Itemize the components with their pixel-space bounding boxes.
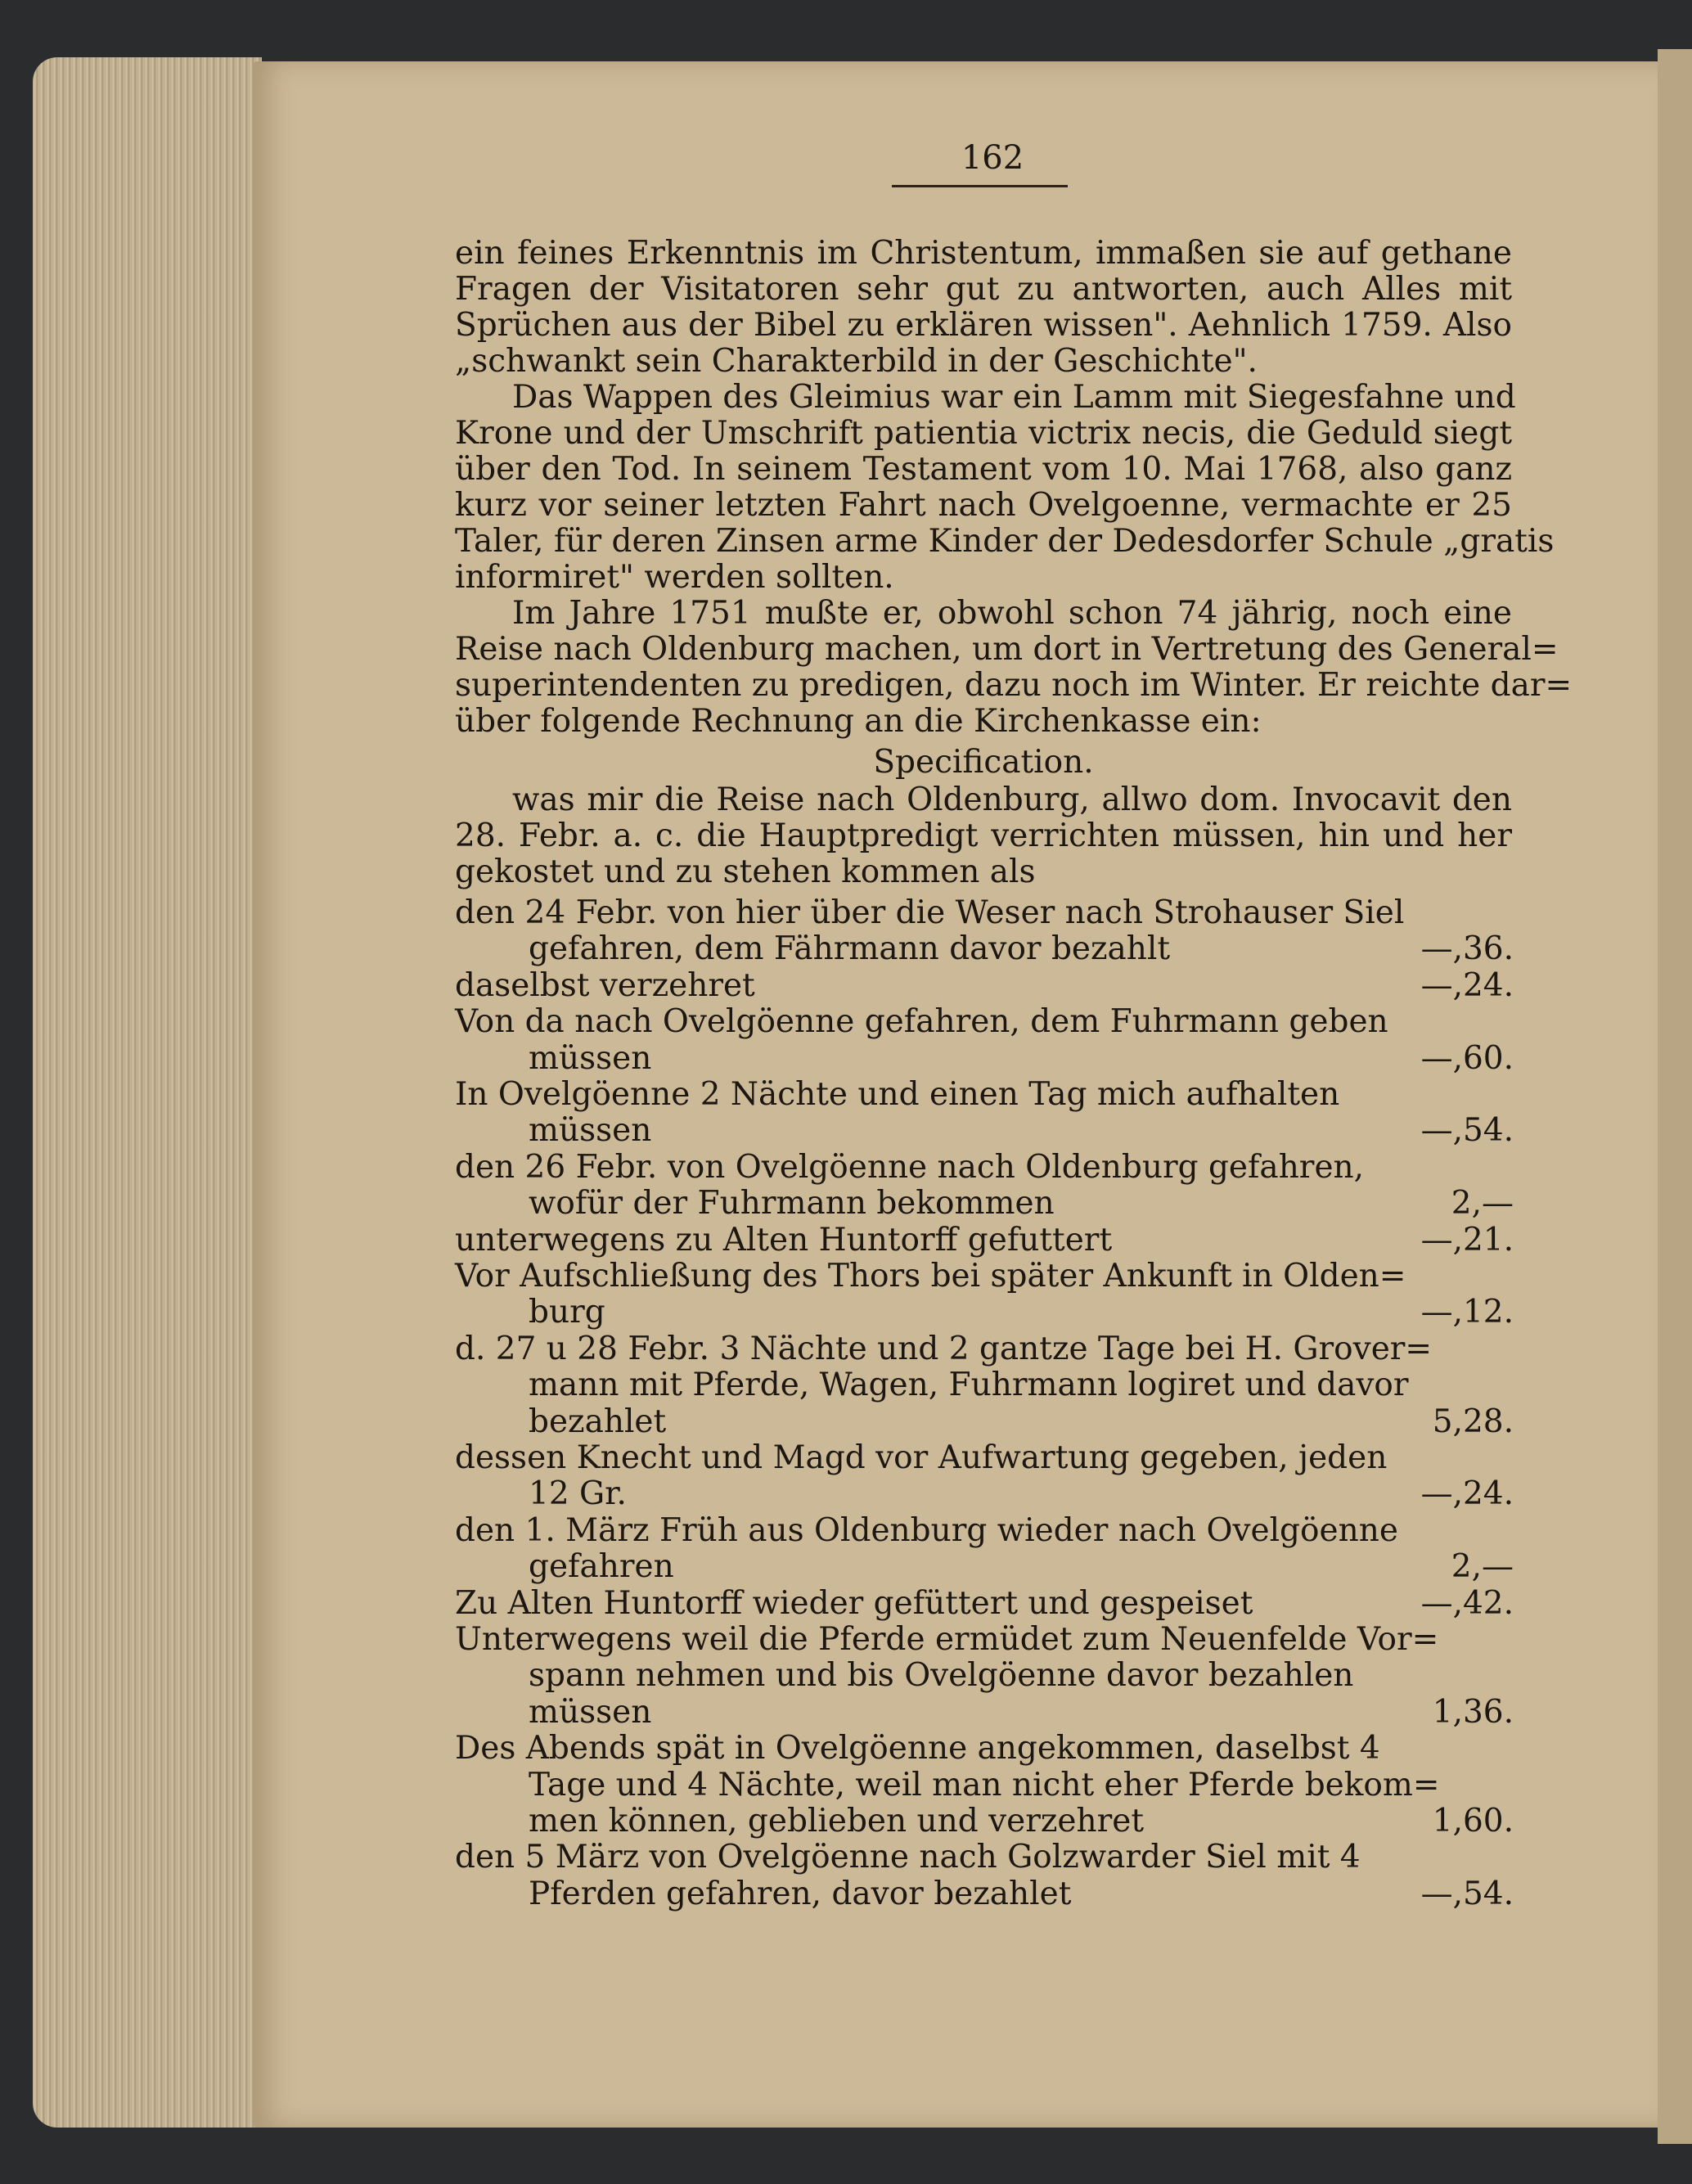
paragraph-line: „schwankt sein Charakterbild in der Geschichte". <box>455 343 1258 380</box>
paragraph-line: Das Wappen des Gleimius war ein Lamm mit Siegesfahne und <box>512 379 1516 416</box>
expense-amount: —,42. <box>1420 1584 1514 1622</box>
paragraph-line: über folgende Rechnung an die Kirchenkasse ein: <box>455 703 1262 740</box>
expense-entry-line: den 24 Febr. von hier über die Weser nach Strohauser Siel <box>455 894 1405 931</box>
expense-amount: —,60. <box>1420 1039 1514 1077</box>
paragraph-line: informiret" werden sollten. <box>455 559 894 596</box>
expense-entry-line: daselbst verzehret <box>455 966 755 1004</box>
expense-entry-line: Des Abends spät in Ovelgöenne angekommen, daselbst 4 <box>455 1730 1380 1767</box>
facing-page-edge <box>1658 49 1692 2144</box>
expense-entry-line: Unterwegens weil die Pferde ermüdet zum Neuenfelde Vor= <box>455 1621 1439 1658</box>
expense-amount: —,21. <box>1420 1221 1514 1259</box>
expense-entry-line: unterwegens zu Alten Huntorff gefuttert <box>455 1221 1113 1259</box>
paragraph-line: Reise nach Oldenburg machen, um dort in Vertretung des General= <box>455 631 1559 668</box>
expense-amount: —,54. <box>1420 1112 1514 1150</box>
header-rule <box>892 185 1068 187</box>
paragraph-line: über den Tod. In seinem Testament vom 10. Mai 1768, also ganz <box>455 451 1512 488</box>
paragraph-line: superintendenten zu predigen, dazu noch im Winter. Er reichte dar= <box>455 667 1573 704</box>
expense-amount: —,54. <box>1420 1875 1514 1912</box>
expense-entry-line: den 26 Febr. von Ovelgöenne nach Oldenburg gefahren, <box>455 1148 1365 1186</box>
expense-entry-line: mann mit Pferde, Wagen, Fuhrmann logiret und davor <box>529 1367 1409 1404</box>
expense-entry-line: gefahren, dem Fährmann davor bezahlt <box>529 930 1171 968</box>
paragraph-line: kurz vor seiner letzten Fahrt nach Ovelgoenne, vermachte er 25 <box>455 487 1512 524</box>
paragraph-line: Krone und der Umschrift patientia victrix necis, die Geduld siegt <box>455 415 1512 452</box>
expense-entry-line: müssen <box>529 1039 652 1077</box>
expense-entry-line: den 5 März von Ovelgöenne nach Golzwarder Siel mit 4 <box>455 1839 1361 1876</box>
expense-entry-line: müssen <box>529 1693 652 1731</box>
intro-line: 28. Febr. a. c. die Hauptpredigt verrichten müssen, hin und her <box>455 817 1512 854</box>
expense-amount: —,36. <box>1420 930 1514 968</box>
expense-entry-line: In Ovelgöenne 2 Nächte und einen Tag mich aufhalten <box>455 1076 1340 1113</box>
expense-entry-line: 12 Gr. <box>529 1475 627 1513</box>
expense-entry-line: gefahren <box>529 1548 674 1586</box>
book-page-edges <box>33 57 262 2128</box>
expense-entry-line: Von da nach Ovelgöenne gefahren, dem Fuhrmann geben <box>455 1003 1388 1041</box>
expense-amount: —,24. <box>1420 966 1514 1004</box>
paragraph-line: Sprüchen aus der Bibel zu erklären wissen". Aehnlich 1759. Also <box>455 307 1512 344</box>
expense-amount: 1,36. <box>1432 1693 1514 1731</box>
expense-amount: —,12. <box>1420 1294 1514 1331</box>
expense-entry-line: bezahlet <box>529 1403 667 1440</box>
expense-entry-line: d. 27 u 28 Febr. 3 Nächte und 2 gantze Tage bei H. Grover= <box>455 1330 1433 1367</box>
paragraph-line: Taler, für deren Zinsen arme Kinder der Dedesdorfer Schule „gratis <box>455 523 1555 560</box>
expense-entry-line: burg <box>529 1294 605 1331</box>
expense-entry-line: müssen <box>529 1112 652 1150</box>
paragraph-line: Im Jahre 1751 mußte er, obwohl schon 74 jährig, noch eine <box>512 595 1512 632</box>
intro-line: gekostet und zu stehen kommen als <box>455 853 1036 890</box>
expense-entry-line: spann nehmen und bis Ovelgöenne davor bezahlen <box>529 1657 1354 1695</box>
expense-amount: 5,28. <box>1432 1403 1514 1440</box>
expense-amount: —,24. <box>1420 1475 1514 1513</box>
paragraph-line: ein feines Erkenntnis im Christentum, immaßen sie auf gethane <box>455 235 1512 272</box>
specification-heading: Specification. <box>873 744 1094 781</box>
expense-entry-line: Pferden gefahren, davor bezahlet <box>529 1875 1072 1912</box>
expense-entry-line: men können, geblieben und verzehret <box>529 1803 1145 1840</box>
intro-line: was mir die Reise nach Oldenburg, allwo dom. Invocavit den <box>512 781 1512 818</box>
expense-entry-line: Tage und 4 Nächte, weil man nicht eher Pferde bekom= <box>529 1766 1440 1803</box>
expense-entry-line: Vor Aufschließung des Thors bei später Ankunft in Olden= <box>455 1258 1406 1295</box>
expense-entry-line: den 1. März Früh aus Oldenburg wieder nach Ovelgöenne <box>455 1511 1398 1549</box>
expense-entry-line: Zu Alten Huntorff wieder gefüttert und gespeiset <box>455 1584 1253 1622</box>
expense-amount: 1,60. <box>1432 1803 1514 1840</box>
expense-amount: 2,— <box>1451 1185 1514 1223</box>
expense-entry-line: dessen Knecht und Magd vor Aufwartung gegeben, jeden <box>455 1439 1388 1476</box>
expense-entry-line: wofür der Fuhrmann bekommen <box>529 1185 1055 1223</box>
paragraph-line: Fragen der Visitatoren sehr gut zu antworten, auch Alles mit <box>455 271 1512 308</box>
page-number: 162 <box>961 139 1024 177</box>
expense-amount: 2,— <box>1451 1548 1514 1586</box>
